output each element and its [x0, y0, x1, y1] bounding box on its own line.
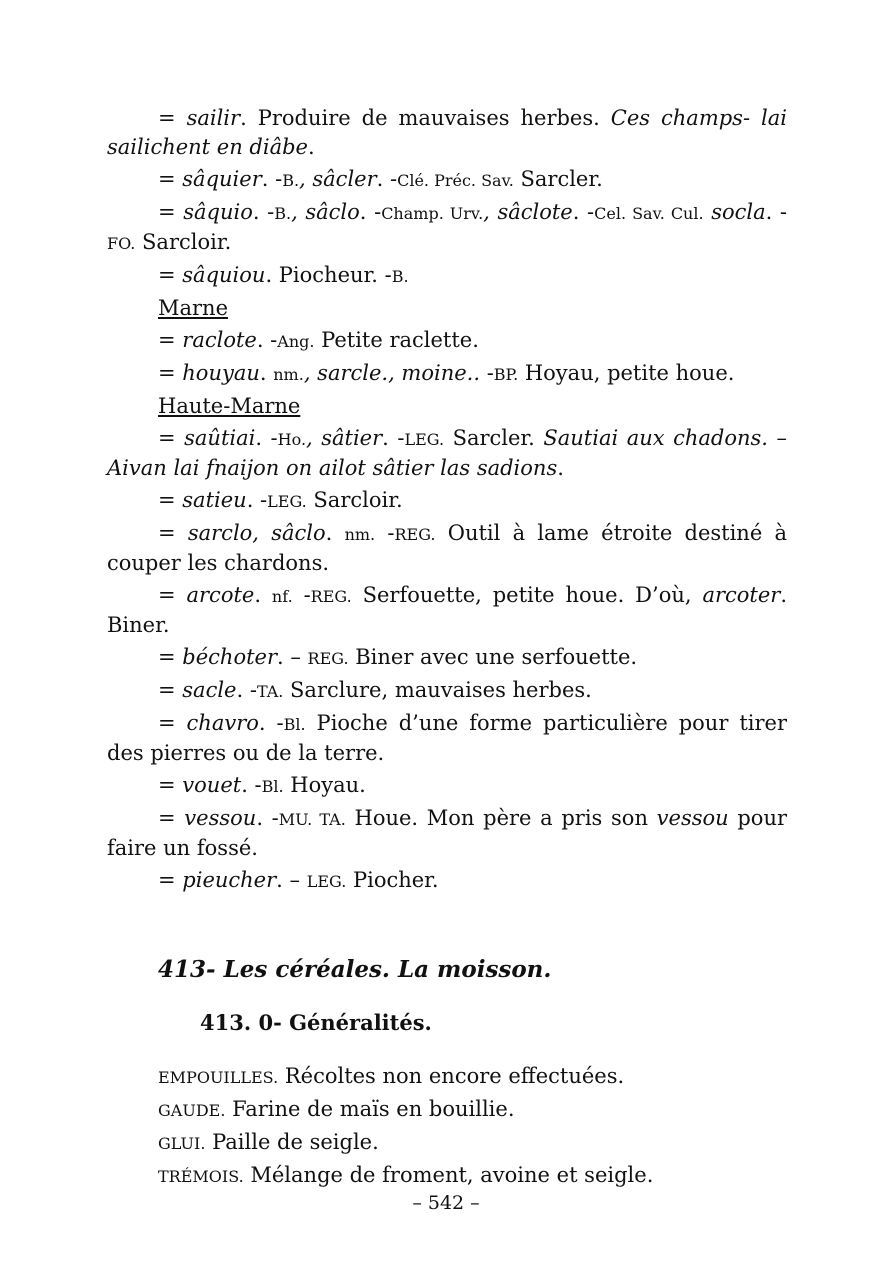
definition: Petite raclette. [314, 328, 479, 352]
glossary-term: EMPOUILLES. [158, 1068, 279, 1087]
headword: sailir [186, 106, 241, 130]
glossary-item [158, 1095, 787, 1125]
definition: Sarcler. [513, 167, 603, 191]
glossary-term: TRÉMOIS. [158, 1167, 244, 1186]
section-title: 413- Les céréales. La moisson. [158, 956, 552, 983]
source: BP. [493, 365, 519, 384]
glossary-definition: Mélange de froment, avoine et seigle. [243, 1163, 654, 1187]
sep: . - [382, 426, 405, 450]
definition: pour faire un fossé. [107, 806, 788, 860]
definition: Houe. Mon père a pris son [345, 806, 657, 830]
entry-sacle: = sacle. -TA. Sarclure, mauvaises herbes. [158, 678, 592, 702]
definition: Pioche d’une forme particulière pour tirer des pierres ou de la terre. [107, 711, 787, 765]
definition: Biner avec une serfouette. [348, 645, 638, 669]
source: TA. [256, 682, 284, 701]
source: nm. [344, 525, 376, 544]
entry-chavro: = chavro. -Bl. Pioche d’une forme particulière pour tirer des pierres ou de la terre. [107, 711, 787, 765]
headword: béchoter [182, 645, 277, 669]
definition: Hoyau, petite houe. [518, 361, 735, 385]
sep: . – [276, 868, 307, 892]
example: Ces champs- lai sailichent en diâbe [107, 106, 787, 159]
headword: raclote [182, 328, 257, 352]
headword: vessou [184, 806, 257, 830]
definition: Hoyau. [283, 773, 366, 797]
sep: . – [277, 645, 308, 669]
glossary-item [158, 1062, 787, 1092]
source: B. [274, 204, 292, 223]
entry-raclote: = raclote. -Ang. Petite raclette. [158, 328, 479, 352]
punct: . Biner. [107, 583, 787, 637]
page-number: – 542 – [412, 1192, 480, 1214]
region-heading-haute-marne: Haute-Marne [158, 394, 301, 418]
variant: , sâclote [483, 200, 573, 224]
source: LEG. [306, 872, 347, 891]
sep: . - [246, 488, 268, 512]
source: MU. TA. [278, 810, 346, 829]
sep: . [325, 521, 345, 545]
entry-pieucher: = pieucher. – LEG. Piocher. [158, 868, 439, 892]
source: REG. [307, 649, 349, 668]
source: REG. [394, 525, 436, 544]
glossary-definition: Paille de seigle. [205, 1130, 379, 1154]
source: Champ. Urv. [381, 204, 484, 223]
definition: Sarcloir. [135, 230, 232, 254]
headword: saûtiai [184, 426, 256, 450]
glossary-definition: Récoltes non encore effectuées. [278, 1064, 625, 1088]
source: Cel. Sav. Cul. [594, 204, 704, 223]
sep: . - [261, 167, 283, 191]
sep: - [375, 521, 395, 545]
sep: . - [256, 806, 279, 830]
sep: . - [256, 328, 278, 352]
headword: chavro [186, 711, 259, 735]
definition: Sarcloir. [306, 488, 403, 512]
definition: . Piocheur. - [265, 263, 392, 287]
sep: . - [572, 200, 595, 224]
definition: Piocher. [346, 868, 439, 892]
entry-houyau: = houyau. nm., sarcle., moine.. -BP. Hoyau, petite houe. [158, 361, 735, 385]
region-heading-marne: Marne [158, 296, 229, 320]
sep: . [254, 583, 272, 607]
sep: - [292, 583, 311, 607]
sep: . - [236, 678, 257, 702]
entry-bechoter: = béchoter. – REG. Biner avec une serfouette. [158, 645, 638, 669]
sep: . - [252, 200, 275, 224]
punct: . [307, 135, 315, 159]
glossary-definition: Farine de maïs en bouillie. [225, 1097, 515, 1121]
source: Ho. [277, 430, 307, 449]
entry-sautiai: = saûtiai. -Ho., sâtier. -LEG. Sarcler. Sautiai aux chadons. – Aivan lai fnaijon on ailot sâtier las sadions. [107, 426, 787, 480]
example: Sautiai aux chadons. – Aivan lai fnaijon on ailot sâtier las sadions [107, 426, 787, 480]
source: B. [391, 267, 409, 286]
entry-vessou: = vessou. -MU. TA. Houe. Mon père a pris son vessou pour faire un fossé. [107, 806, 788, 860]
source: Ang. [277, 332, 315, 351]
headword: arcote [186, 583, 255, 607]
sep: . - [765, 200, 787, 224]
sep: . - [376, 167, 398, 191]
headword: sâquio [183, 200, 253, 224]
variant: socla [711, 200, 766, 224]
glossary-item [158, 1128, 787, 1158]
glossary-term: GAUDE. [158, 1101, 226, 1120]
glossary-list [158, 1062, 787, 1191]
glossary-item [158, 1161, 787, 1191]
definition: Sarclure, mauvaises herbes. [283, 678, 592, 702]
entry-saquiou: = sâquiou. Piocheur. -B. [158, 263, 409, 287]
glossary-term: GLUI. [158, 1134, 206, 1153]
entry-arcote: = arcote. nf. -REG. Serfouette, petite houe. D’où, arcoter. Biner. [107, 583, 787, 637]
entry-saquier: = sâquier. -B., sâcler. -Clé. Préc. Sav. Sarcler. [158, 167, 603, 191]
headword: vouet [182, 773, 242, 797]
headword: pieucher [182, 868, 277, 892]
sep: . - [359, 200, 382, 224]
sep: . - [255, 426, 278, 450]
variant: , sâclo [291, 200, 360, 224]
definition: . Produire de mauvaises herbes. [240, 106, 611, 130]
source: nf. [271, 587, 293, 606]
entry-satieu: = satieu. -LEG. Sarcloir. [158, 488, 403, 512]
definition: Outil à lame étroite destiné à couper les chardons. [107, 521, 788, 575]
example: arcoter [702, 583, 781, 607]
source: LEG. [404, 430, 445, 449]
source: Bl. [261, 777, 284, 796]
entry-sailir: = sailir. Produire de mauvaises herbes. Ces champs- lai sailichent en diâbe. [107, 106, 787, 159]
headword: sarclo, sâclo [187, 521, 326, 545]
headword: houyau [182, 361, 260, 385]
source: Bl. [283, 715, 306, 734]
punct: . [557, 456, 564, 480]
definition: Serfouette, petite houe. D’où, [351, 583, 703, 607]
source: REG. [310, 587, 352, 606]
entry-saquio: = sâquio. -B., sâclo. -Champ. Urv., sâclote. -Cel. Sav. Cul. socla. -FO. Sarcloir. [107, 200, 787, 254]
source: nm. [273, 365, 304, 384]
entry-sarclo: = sarclo, sâclo. nm. -REG. Outil à lame étroite destiné à couper les chardons. [107, 521, 788, 575]
source: Clé. Préc. Sav. [397, 171, 514, 190]
sep: . - [258, 711, 284, 735]
sep: . [259, 361, 274, 385]
example: vessou [656, 806, 729, 830]
variant: , sâtier [306, 426, 383, 450]
headword: sâquiou [182, 263, 266, 287]
subsection-title: 413. 0- Généralités. [200, 1010, 432, 1035]
source: B. [282, 171, 300, 190]
source: LEG. [267, 492, 307, 511]
headword: sacle [182, 678, 237, 702]
headword: satieu [182, 488, 247, 512]
entry-vouet: = vouet. -Bl. Hoyau. [158, 773, 366, 797]
variant: , sâcler [299, 167, 377, 191]
definition: Sarcler. [444, 426, 544, 450]
variant: , sarcle., moine.. [303, 361, 481, 385]
sep: - [480, 361, 494, 385]
page-body [107, 104, 787, 1194]
sep: . - [241, 773, 262, 797]
headword: sâquier [182, 167, 262, 191]
source: FO. [107, 234, 136, 253]
